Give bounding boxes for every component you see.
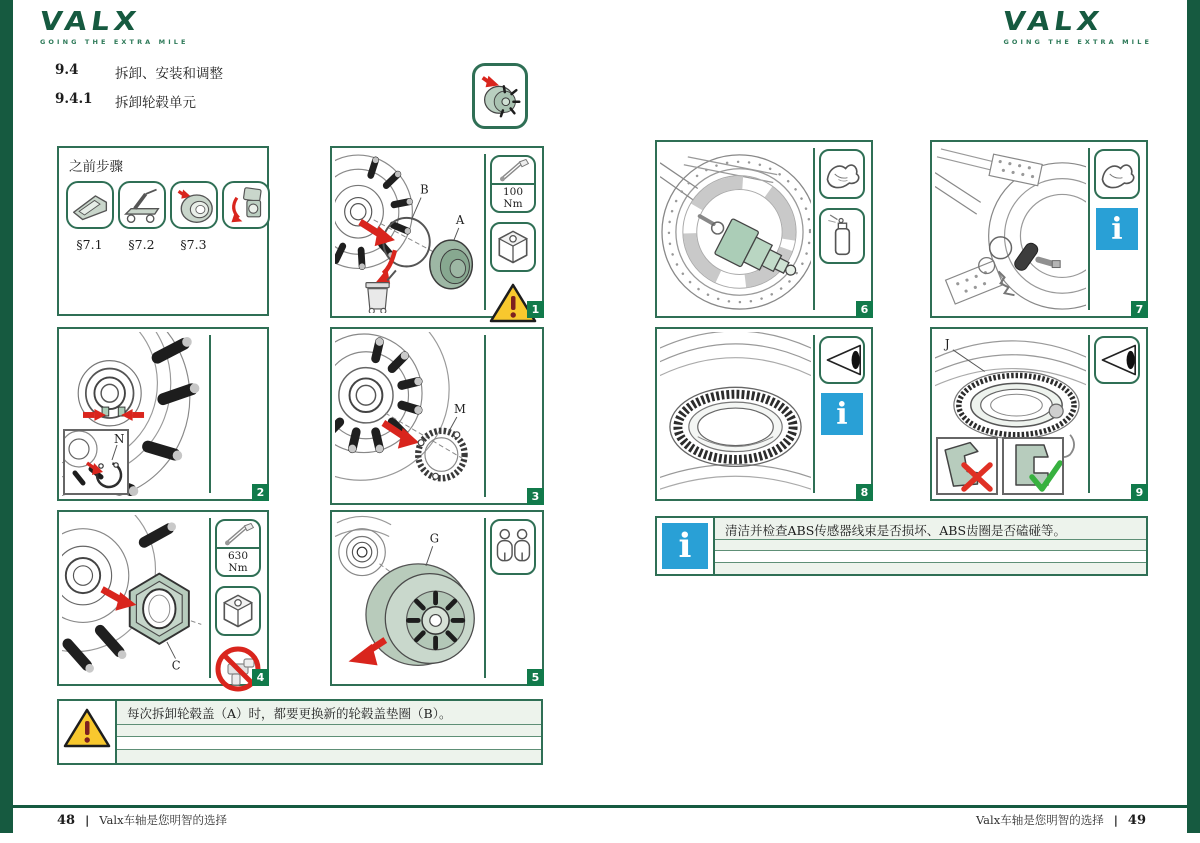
red-arrow-icon (483, 76, 499, 88)
logo-tagline: GOING THE EXTRA MILE (1003, 38, 1152, 46)
section-title: 拆卸、安装和调整 (115, 66, 223, 82)
step-badge: 9 (1131, 484, 1148, 501)
prev-step-label: §7.2 (128, 237, 155, 252)
torque-value: 630 Nm (217, 547, 259, 575)
torque-value: 100 Nm (492, 183, 534, 211)
step-badge: 2 (252, 484, 269, 501)
step-badge: 1 (527, 301, 544, 318)
step-badge: 3 (527, 488, 544, 505)
subsection-title: 拆卸轮毂单元 (115, 95, 196, 111)
logo-text: VALX (1001, 7, 1106, 37)
info-note-text: 清洁并检查ABS传感器线束是否损坏、ABS齿圈是否磕碰等。 (725, 523, 1067, 538)
footer-rule (13, 805, 1187, 808)
hub-overview-box (472, 63, 528, 129)
info-icon: i (662, 523, 708, 569)
trolley-jack-icon (122, 185, 162, 225)
section-heading (55, 62, 223, 82)
step-panel-6 (655, 140, 873, 318)
footer-left (57, 812, 227, 828)
spray-can-icon (819, 208, 865, 264)
wheel-chock-icon (70, 185, 110, 225)
left-green-bar (0, 0, 13, 833)
prev-step-label: §7.3 (180, 237, 207, 252)
page-number-right: 49 (1127, 813, 1146, 828)
socket-icon (215, 586, 261, 636)
abs-sensor-illustration (935, 145, 1086, 313)
step-badge: 6 (856, 301, 873, 318)
part-label-b: B (420, 182, 429, 197)
step-panel-9 (930, 327, 1148, 501)
step-panel-1 (330, 146, 544, 318)
logo-text: VALX (37, 7, 143, 37)
step-badge: 7 (1131, 301, 1148, 318)
prev-step-item (65, 181, 114, 252)
part-label-a: A (455, 212, 465, 227)
step-panel-7 (930, 140, 1148, 318)
prev-step-item (117, 181, 166, 252)
part-label-g: G (429, 531, 440, 546)
warning-note-text: 每次拆卸轮毂盖（A）时，都要更换新的轮毂盖垫圈（B）。 (127, 706, 452, 721)
step-panel-2 (57, 327, 269, 501)
prev-step-label: §7.1 (76, 237, 103, 252)
part-label-n: N (114, 432, 125, 446)
cleaning-cloth-icon (1094, 149, 1140, 199)
seal-correct-inset (1002, 437, 1064, 495)
hub-cap-removal-illustration (335, 151, 482, 313)
prev-steps-panel (57, 146, 269, 316)
subsection-number: 9.4.1 (55, 91, 93, 107)
footer-right (976, 812, 1146, 828)
abs-ring-illustration (660, 332, 811, 496)
axle-nut-illustration (62, 515, 207, 681)
brake-caliper-icon (226, 185, 266, 225)
spindle-cleaning-illustration (660, 145, 811, 313)
red-arrow-icon (349, 640, 386, 665)
footer-slogan-right: Valx车轴是您明智的选择 (975, 813, 1104, 827)
abs-washer-illustration (335, 332, 482, 500)
prev-step-item (221, 181, 270, 252)
part-label-c: C (171, 658, 181, 673)
step-badge: 5 (527, 669, 544, 686)
valx-logo-left (37, 7, 189, 46)
hub-drum-removal-illustration (335, 515, 482, 681)
hub-unit-icon (475, 66, 525, 124)
logo-tagline: GOING THE EXTRA MILE (40, 38, 189, 46)
torque-wrench-icon (490, 155, 536, 213)
prev-steps-title: 之前步骤 (69, 159, 123, 175)
warning-note (57, 699, 543, 765)
page-number-left: 48 (57, 813, 76, 828)
inspect-eye-icon (1094, 336, 1140, 384)
info-icon: i (1096, 208, 1138, 250)
wheel-icon (174, 185, 214, 225)
step-panel-4 (57, 510, 269, 686)
valx-logo-right (1003, 9, 1152, 46)
info-icon: i (821, 393, 863, 435)
subsection-heading (55, 91, 196, 111)
two-person-lift-icon (490, 519, 536, 575)
footer-separator: | (1113, 813, 1118, 827)
step-panel-8 (655, 327, 873, 501)
step-badge: 8 (856, 484, 873, 501)
footer-separator: | (85, 813, 90, 827)
socket-icon (490, 222, 536, 272)
right-green-bar (1187, 0, 1200, 833)
section-number: 9.4 (55, 62, 79, 78)
step-badge: 4 (252, 669, 269, 686)
prev-step-item (169, 181, 218, 252)
step-panel-5 (330, 510, 544, 686)
info-note (655, 516, 1148, 576)
step-panel-3 (330, 327, 544, 505)
torque-wrench-icon (215, 519, 261, 577)
part-label-j: J (944, 336, 950, 351)
inspect-eye-icon (819, 336, 865, 384)
warning-triangle-icon (63, 706, 111, 750)
part-label-m: M (453, 401, 466, 417)
seal-wrong-inset (936, 437, 998, 495)
circlip-inset (63, 429, 129, 495)
cleaning-cloth-icon (819, 149, 865, 199)
footer-slogan-left: Valx车轴是您明智的选择 (99, 813, 228, 827)
